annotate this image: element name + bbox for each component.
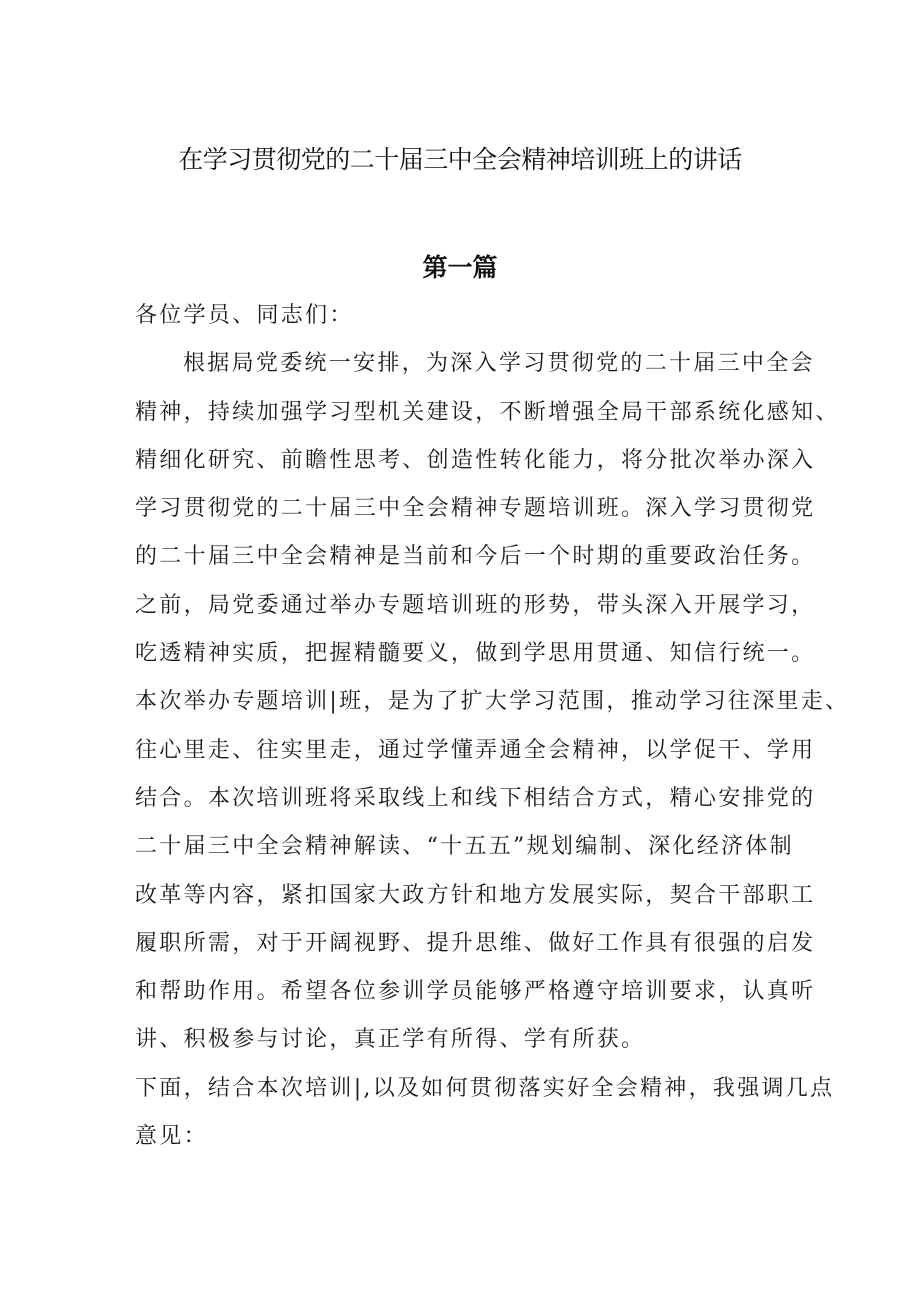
paragraph-line: 吃透精神实质，把握精髓要义，做到学思用贯通、知信行统一。 [135, 641, 816, 667]
paragraph-line: 学习贯彻党的二十届三中全会精神专题培训班。深入学习贯彻党 [135, 496, 816, 522]
paragraph-line: 结合。本次培训班将采取线上和线下相结合方式，精心安排党的 [135, 785, 816, 811]
paragraph-line: 改革等内容，紧扣国家大政方针和地方发展实际，契合干部职工 [135, 882, 816, 908]
paragraph-line: 的二十届三中全会精神是当前和今后一个时期的重要政治任务。 [135, 544, 816, 570]
paragraph-line: 往心里走、往实里走，通过学懂弄通全会精神，以学促干、学用 [135, 737, 816, 763]
paragraph-line: 讲、积极参与讨论，真正学有所得、学有所获。 [135, 1027, 646, 1053]
paragraph-line: 之前，局党委通过举办专题培训班的形势，带头深入开展学习， [135, 592, 816, 618]
paragraph-line: 下面，结合本次培训|,以及如何贯彻落实好全会精神，我强调几点 [135, 1075, 835, 1101]
paragraph-line: 根据局党委统一安排，为深入学习贯彻党的二十届三中全会 [183, 351, 815, 377]
paragraph-line: 精细化研究、前瞻性思考、创造性转化能力，将分批次举办深入 [135, 447, 816, 473]
section-heading: 第一篇 [422, 253, 498, 282]
paragraph-line: 本次举办专题培训|班，是为了扩大学习范围，推动学习往深里走、 [135, 689, 850, 715]
paragraph-line: 履职所需，对于开阔视野、提升思维、做好工作具有很强的启发 [135, 930, 816, 956]
greeting-line: 各位学员、同志们： [135, 303, 354, 328]
document-body [135, 292, 850, 1161]
paragraph-line: 意见： [135, 1124, 208, 1150]
paragraph-line: 和帮助作用。希望各位参训学员能够严格遵守培训要求，认真听 [135, 979, 816, 1005]
document-title: 在学习贯彻党的二十届三中全会精神培训班上的讲话 [178, 145, 742, 174]
paragraph-line: 精神，持续加强学习型机关建设，不断增强全局干部系统化感知、 [135, 399, 840, 425]
paragraph-line: 二十届三中全会精神解读、“十五五”规划编制、深化经济体制 [135, 834, 794, 860]
